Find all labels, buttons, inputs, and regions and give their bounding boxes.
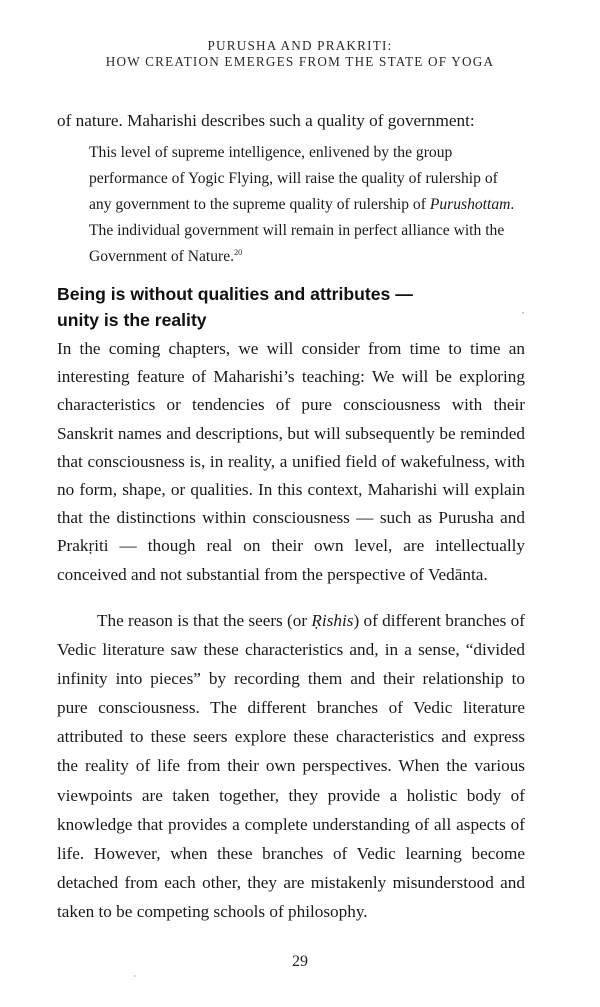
- body-paragraph-2-emphasis: Ṛishis: [311, 611, 354, 630]
- block-quote-emphasis: Purushottam: [429, 196, 511, 213]
- running-head: [0, 38, 600, 70]
- body-paragraph-2-text-2: ) of different branches of Vedic literature saw these characteristics and, in a sense, “divided infinity into pieces” by recording them and their relationship to pure consciousness. The different branches of Vedic literature attributed to these seers explore these characteristics and express the reality of life from their own perspectives. When the various viewpoints are taken together, they provide a holistic body of knowledge that provides a complete understanding of all aspects of life. However, when these branches of Vedic learning become detached from each other, they are mistakenly misunderstood and taken to be competing schools of philosophy.: [57, 611, 526, 921]
- body-paragraph-2: [57, 606, 525, 926]
- block-quote: [89, 140, 519, 270]
- section-heading-line-1: Being is without qualities and attributes —: [57, 284, 413, 304]
- page-number: 29: [292, 953, 308, 970]
- paper-speck: [522, 312, 524, 314]
- running-head-line-1: PURUSHA AND PRAKRITI:: [207, 38, 393, 53]
- block-quote-text-1: This level of supreme intelligence, enlivened by the group performance of Yogic Flying, will raise the quality of rulership of any government to the supreme quality of rulership of: [89, 144, 498, 213]
- body-paragraph-2-text-1: The reason is that the seers (or: [97, 611, 312, 630]
- block-quote-text-2: . The individual government will remain in perfect alliance with the Government of Nature.: [89, 196, 515, 265]
- running-head-line-2: HOW CREATION EMERGES FROM THE STATE OF YOGA: [105, 54, 495, 69]
- footnote-reference: 20: [234, 247, 243, 257]
- paper-speck: [134, 975, 136, 977]
- body-paragraph-1: [57, 335, 525, 589]
- section-heading-line-2: unity is the reality: [57, 310, 207, 330]
- body-paragraph-1-text: In the coming chapters, we will consider from time to time an interesting feature of Maharishi’s teaching: We will be exploring characteristics or tendencies of pure consciousness with their Sanskrit names and descriptions, but will subsequently be reminded that consciousness is, in reality, a unified field of wakefulness, with no form, shape, or qualities. In this context, Maharishi will explain that the distinctions within consciousness — such as Purusha and Prakṛiti — though real on their own level, are intellectually conceived and not substantial from the perspective of Vedānta.: [57, 339, 525, 584]
- intro-paragraph: of nature. Maharishi describes such a quality of government:: [57, 111, 475, 130]
- section-heading: [57, 281, 525, 333]
